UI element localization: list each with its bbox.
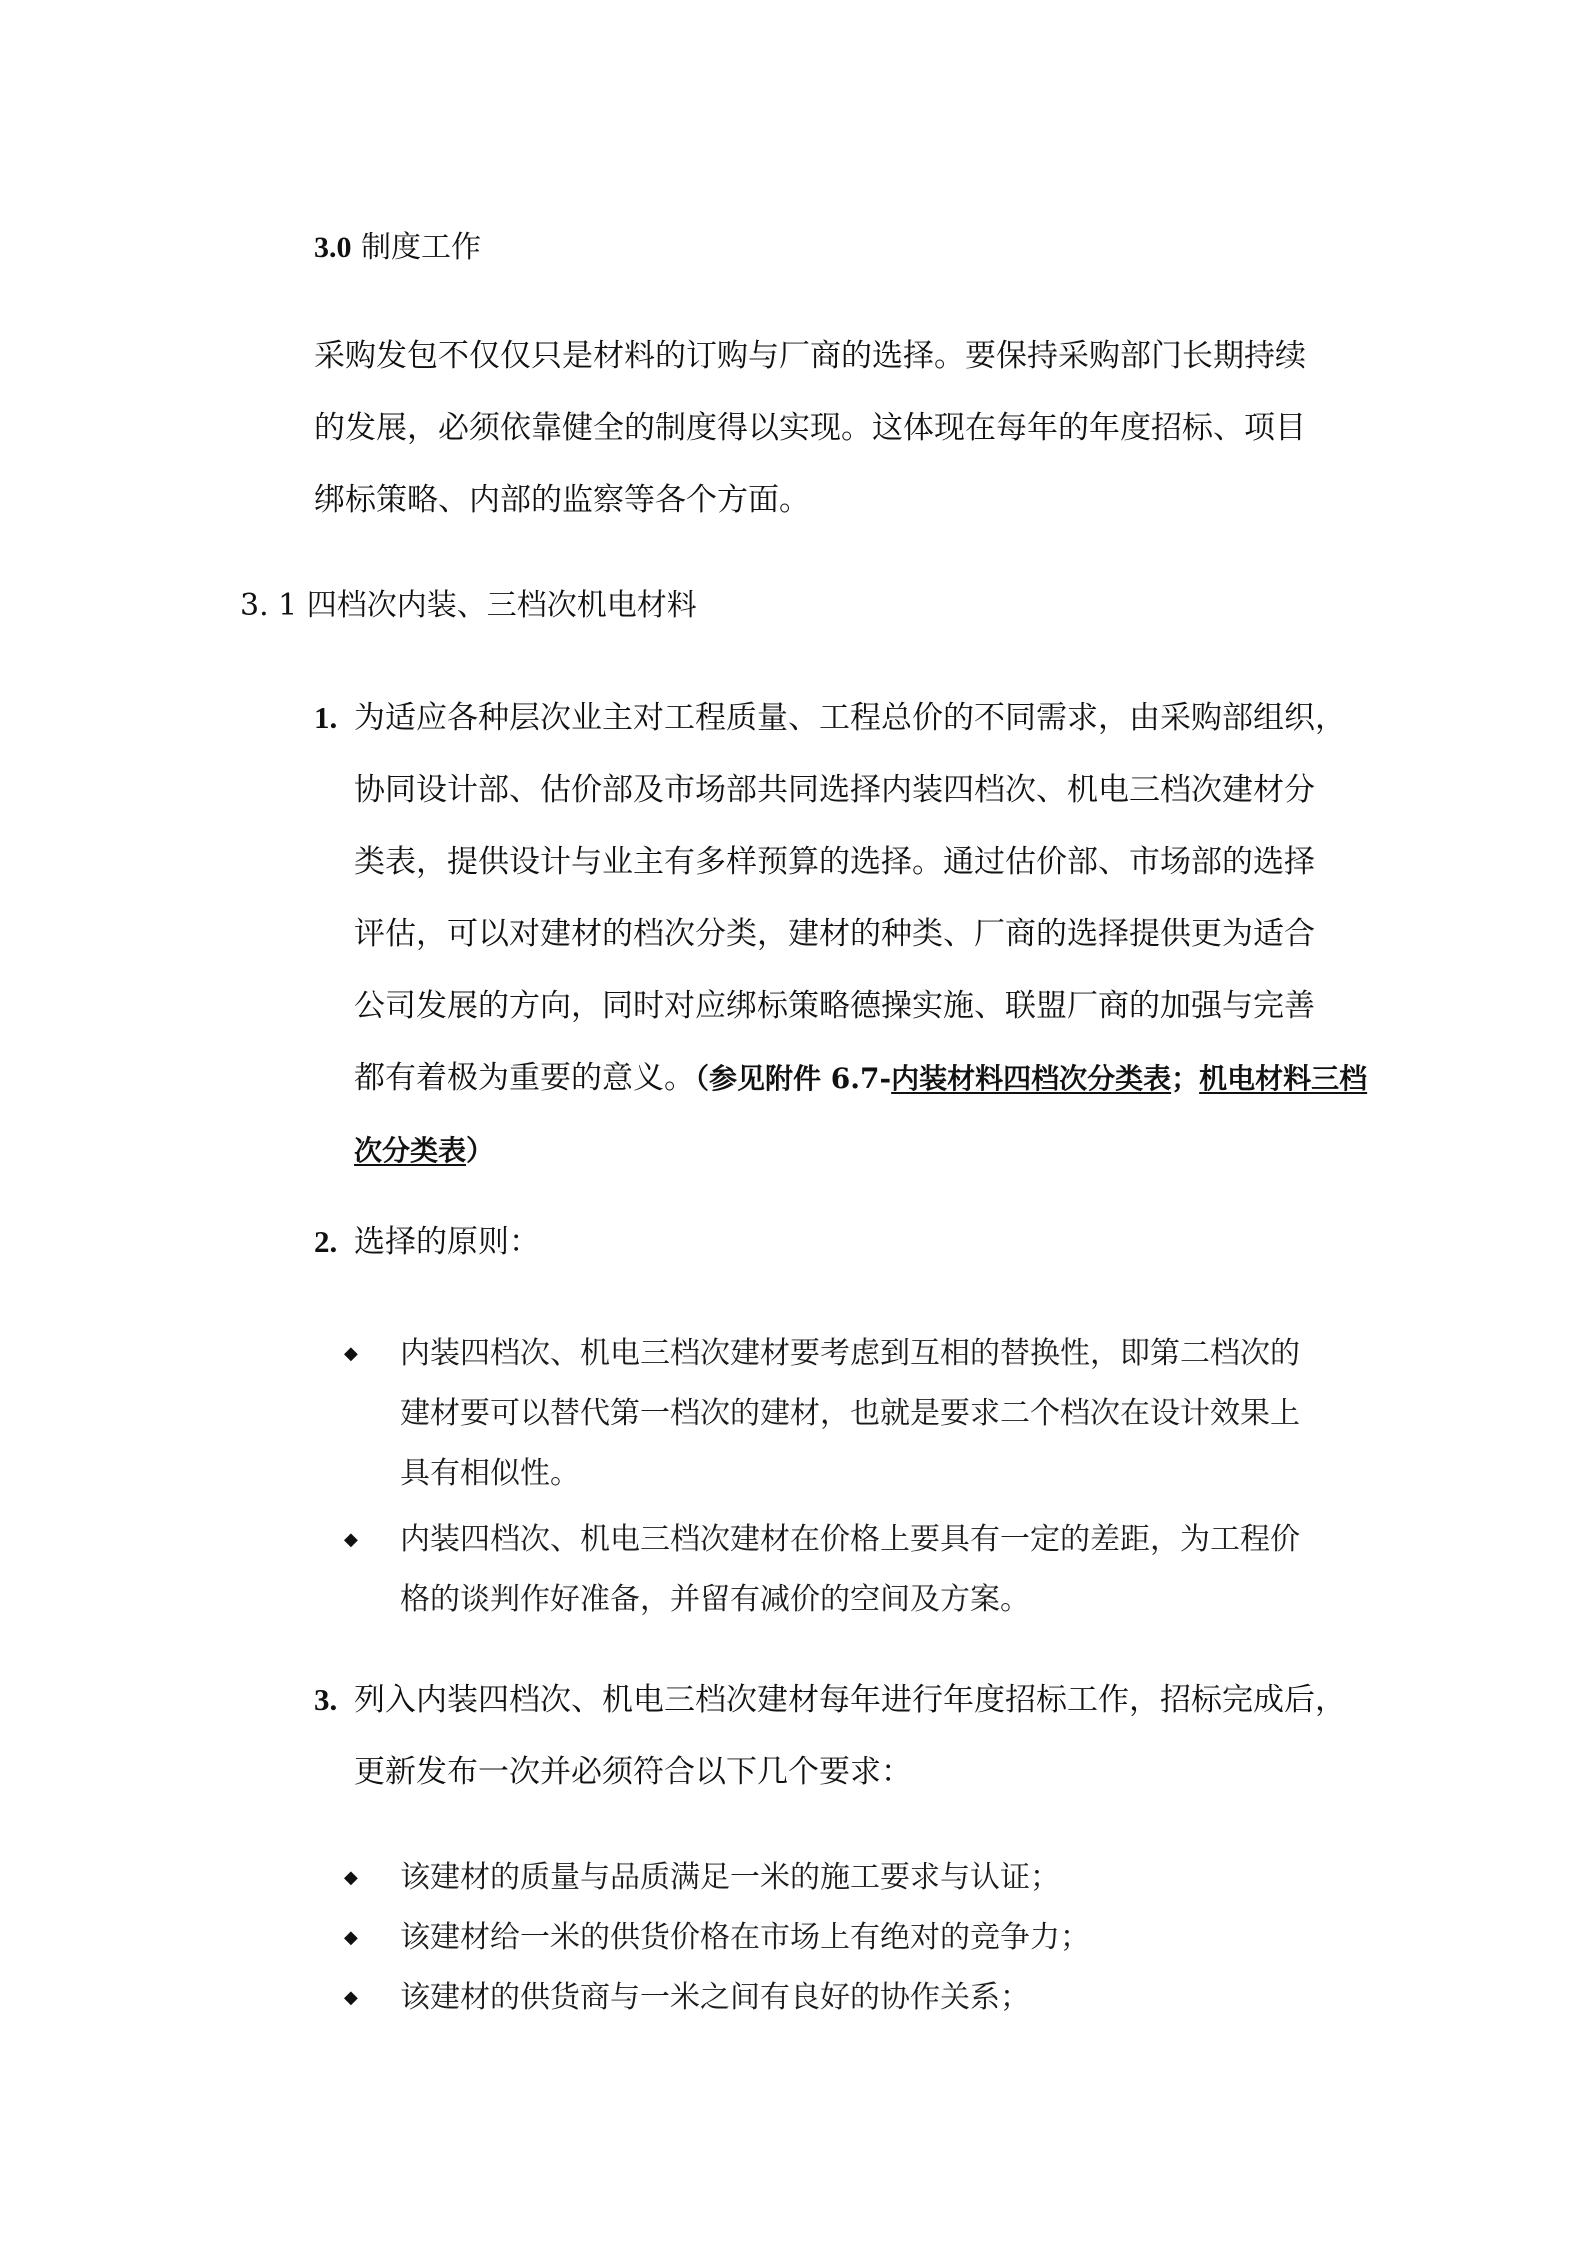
item-line	[354, 1042, 1367, 1114]
item-line: 列入内装四档次、机电三档次建材每年进行年度招标工作，招标完成后，	[354, 1682, 1346, 1718]
reference-close: ）	[466, 1134, 495, 1167]
section-3-0-heading	[314, 228, 481, 268]
numbered-item-1	[314, 682, 1368, 1186]
bullet-line: 内装四档次、机电三档次建材在价格上要具有一定的差距，为工程价	[400, 1522, 1300, 1557]
bullet-line: 该建材给一米的供货价格在市场上有绝对的竞争力；	[400, 1920, 1090, 1955]
bullet-line: 格的谈判作好准备，并留有减价的空间及方案。	[400, 1582, 1030, 1617]
bullet-item	[344, 1908, 1090, 1968]
bullet-line: 该建材的质量与品质满足一米的施工要求与认证；	[400, 1860, 1060, 1895]
paragraph-line: 的发展，必须依靠健全的制度得以实现。这体现在每年的年度招标、项目	[314, 410, 1306, 446]
diamond-bullet-icon: ◆	[344, 1529, 358, 1550]
reference-separator: ；	[1171, 1062, 1200, 1095]
item-line: 评估，可以对建材的档次分类，建材的种类、厂商的选择提供更为适合	[354, 916, 1315, 952]
item-number: 1.	[314, 700, 338, 735]
item-line: 更新发布一次并必须符合以下几个要求：	[354, 1754, 912, 1790]
item-line: 为适应各种层次业主对工程质量、工程总价的不同需求，由采购部组织，	[354, 700, 1346, 736]
item-text: 都有着极为重要的意义。	[354, 1060, 695, 1096]
section-title: 制度工作	[361, 230, 482, 265]
numbered-item-3	[314, 1664, 1346, 1808]
section-3-1-heading: 3. 1 四档次内装、三档次机电材料	[240, 588, 697, 623]
item-title: 选择的原则：	[354, 1224, 540, 1260]
bullet-line: 内装四档次、机电三档次建材要考虑到互相的替换性，即第二档次的	[400, 1336, 1300, 1371]
appendix-link-mep-part2[interactable]: 次分类表	[354, 1134, 467, 1167]
item-line: 类表，提供设计与业主有多样预算的选择。通过估价部、市场部的选择	[354, 844, 1315, 880]
bullet-item	[344, 1324, 1300, 1504]
bullet-item	[344, 1510, 1300, 1630]
section-number: 3.0	[314, 231, 352, 264]
diamond-bullet-icon: ◆	[344, 1927, 358, 1948]
item-line: 公司发展的方向，同时对应绑标策略德操实施、联盟厂商的加强与完善	[354, 988, 1315, 1024]
bullet-line: 建材要可以替代第一档次的建材，也就是要求二个档次在设计效果上	[400, 1396, 1300, 1431]
paragraph-line: 采购发包不仅仅只是材料的订购与厂商的选择。要保持采购部门长期持续	[314, 338, 1306, 374]
item-line: 协同设计部、估价部及市场部共同选择内装四档次、机电三档次建材分	[354, 772, 1315, 808]
bullet-line: 该建材的供货商与一米之间有良好的协作关系；	[400, 1980, 1030, 2015]
numbered-item-2	[314, 1206, 540, 1278]
item-number: 3.	[314, 1682, 338, 1717]
appendix-link-interior[interactable]: 内装材料四档次分类表	[891, 1062, 1172, 1095]
diamond-bullet-icon: ◆	[344, 1343, 358, 1364]
item-number: 2.	[314, 1224, 338, 1259]
appendix-link-mep-part1[interactable]: 机电材料三档	[1199, 1062, 1368, 1095]
reference-open: （参见附件 6.7-	[695, 1062, 892, 1095]
bullet-item	[344, 1968, 1030, 2028]
diamond-bullet-icon: ◆	[344, 1987, 358, 2008]
diamond-bullet-icon: ◆	[344, 1867, 358, 1888]
item-line	[354, 1114, 1367, 1186]
section-3-0-paragraph	[314, 320, 1306, 536]
paragraph-line: 绑标策略、内部的监察等各个方面。	[314, 482, 810, 518]
bullet-line: 具有相似性。	[400, 1456, 580, 1491]
bullet-item	[344, 1848, 1060, 1908]
